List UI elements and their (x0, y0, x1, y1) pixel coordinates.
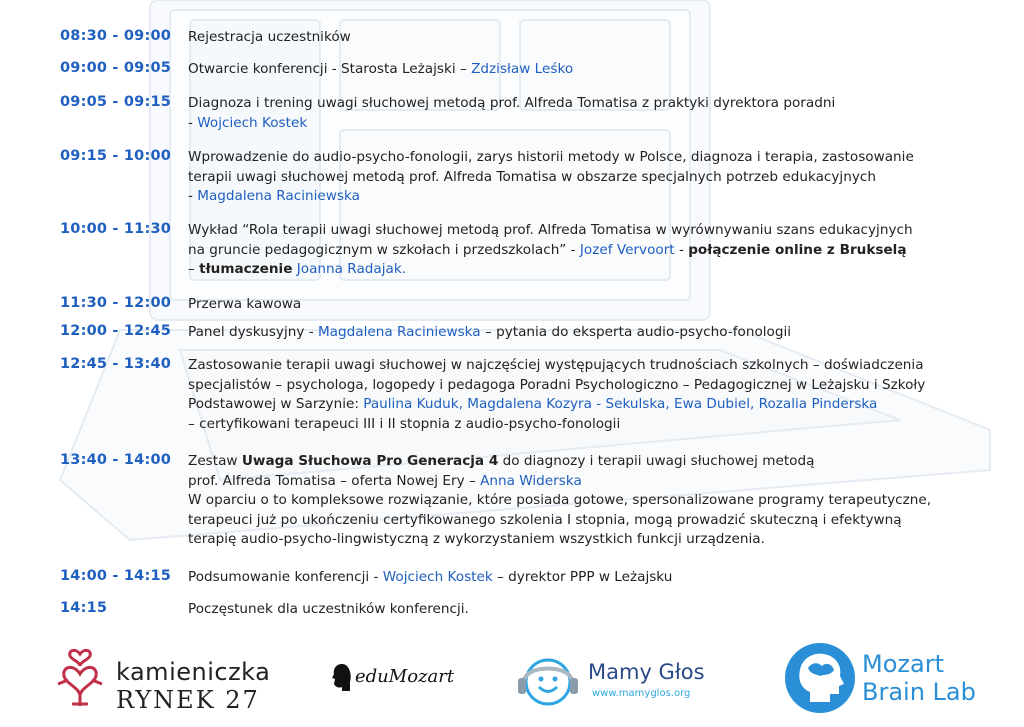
agenda-description (188, 148, 988, 207)
description-text: Rejestracja uczestników (188, 29, 351, 45)
description-text: terapii uwagi słuchowej metodą prof. Alfreda Tomatisa w obszarze specjalnych potrzeb edukacyjnych (188, 168, 876, 185)
smiley-headphones-icon (516, 652, 580, 708)
agenda-time: 10:00 - 11:30 (60, 221, 172, 237)
description-text: W oparciu o to kompleksowe rozwiązanie, które posiada gotowe, spersonalizowane programy terapeutyczne, (188, 492, 932, 508)
description-text: Zastosowanie terapii uwagi słuchowej w najczęściej występujących trudnościach szkolnych – doświadczenia (188, 357, 924, 373)
agenda-time: 11:30 - 12:00 (60, 295, 172, 311)
description-text: terapię audio-psycho-lingwistyczną z wykorzystaniem wszystkich funkcji urządzenia. (188, 531, 765, 547)
agenda-time: 12:45 - 13:40 (60, 356, 172, 372)
mozart-silhouette-icon (330, 662, 352, 692)
agenda-time: 14:15 (60, 600, 108, 616)
agenda-description (188, 568, 988, 588)
brain-head-icon (784, 638, 856, 718)
agenda-time: 09:05 - 09:15 (60, 94, 172, 110)
logo-mamyglos (516, 650, 716, 710)
agenda-time: 09:15 - 10:00 (60, 148, 172, 164)
description-text: specjalistów – psychologa, logopedy i pedagoga Poradni Psychologiczno – Pedagogicznej w Leżajsku i Szkoły (188, 376, 926, 393)
mamyglos-name: Mamy Głos (588, 660, 705, 684)
description-text: - (188, 114, 198, 131)
description-text: terapeuci już po ukończeniu certyfikowanego szkolenia I stopnia, mogą prowadzić skuteczną i efektywną (188, 511, 902, 528)
speaker-name: Paulina Kuduk, Magdalena Kozyra - Sekulska, Ewa Dubiel, Rozalia Pinderska (363, 396, 878, 412)
mozart-brain-lab-line2: Brain Lab (862, 678, 976, 706)
agenda-time: 08:30 - 09:00 (60, 28, 172, 44)
logo-mozart-brain-lab (784, 638, 984, 720)
kamieniczka-address: RYNEK 27 (116, 686, 260, 714)
agenda-description (188, 60, 988, 80)
description-text: Podstawowej w Sarzynie: (188, 396, 364, 412)
description-text: Podsumowanie konferencji - (188, 569, 383, 585)
mamyglos-url: www.mamyglos.org (592, 688, 691, 699)
description-text: – dyrektor PPP w Leżajsku (492, 569, 673, 585)
sponsor-logos (0, 636, 1024, 727)
heart-ornament-icon (54, 644, 106, 708)
mozart-brain-lab-line1: Mozart (862, 650, 944, 678)
description-text: Otwarcie konferencji - Starosta Leżajski – (188, 61, 472, 77)
description-text: prof. Alfreda Tomatisa – oferta Nowej Ery – (188, 472, 481, 489)
speaker-name: Wojciech Kostek (197, 114, 308, 131)
agenda-time: 12:00 - 12:45 (60, 323, 172, 339)
speaker-name: Magdalena Raciniewska (317, 324, 481, 340)
speaker-name: Magdalena Raciniewska (197, 188, 360, 204)
speaker-name: Anna Widerska (480, 472, 582, 489)
speaker-name: Wojciech Kostek (382, 569, 493, 585)
agenda-description (188, 221, 988, 280)
description-text: Wykład “Rola terapii uwagi słuchowej metodą prof. Alfreda Tomatisa w wyrównywaniu szans edukacyjnych (188, 222, 913, 238)
speaker-name: Jozef Vervoort (579, 241, 675, 258)
kamieniczka-name: kamieniczka (116, 658, 271, 686)
agenda-description (188, 323, 988, 343)
agenda-time: 13:40 - 14:00 (60, 452, 172, 468)
description-text: Przerwa kawowa (188, 296, 302, 312)
description-text: - (188, 188, 198, 204)
agenda-description (188, 452, 988, 550)
logo-kamieniczka (54, 644, 274, 716)
agenda-description (188, 94, 988, 133)
description-text: – (188, 261, 200, 277)
description-text: – certyfikowani terapeuci III i II stopnia z audio-psycho-fonologii (188, 415, 621, 432)
description-text: – pytania do eksperta audio-psycho-fonologii (480, 324, 792, 340)
agenda-time: 09:00 - 09:05 (60, 60, 172, 76)
description-text: Diagnoza i trening uwagi słuchowej metodą prof. Alfreda Tomatisa z praktyki dyrektora poradni (188, 95, 836, 111)
edumozart-wordmark: eduMozart (355, 666, 455, 687)
agenda-description (188, 356, 988, 434)
logo-edumozart (330, 660, 460, 700)
speaker-name: Joanna Radajak. (296, 261, 407, 277)
agenda-description (188, 28, 988, 48)
description-text: Zestaw (188, 453, 242, 469)
emphasis-text: tłumaczenie (199, 261, 293, 277)
emphasis-text: Uwaga Słuchowa Pro Generacja 4 (241, 453, 499, 469)
description-text: do diagnozy i terapii uwagi słuchowej metodą (498, 453, 815, 469)
agenda-description (188, 600, 988, 620)
agenda-description (188, 295, 988, 315)
description-text: - (674, 241, 689, 258)
speaker-name: Zdzisław Leśko (471, 61, 574, 77)
emphasis-text: połączenie online z Brukselą (688, 241, 907, 258)
description-text: na gruncie pedagogicznym w szkołach i przedszkolach” - (188, 241, 580, 258)
description-text: Wprowadzenie do audio-psycho-fonologii, zarys historii metody w Polsce, diagnoza i terapia, zastosowanie (188, 149, 914, 165)
description-text: Poczęstunek dla uczestników konferencji. (188, 601, 469, 617)
description-text: Panel dyskusyjny - (188, 324, 318, 340)
agenda-time: 14:00 - 14:15 (60, 568, 172, 584)
